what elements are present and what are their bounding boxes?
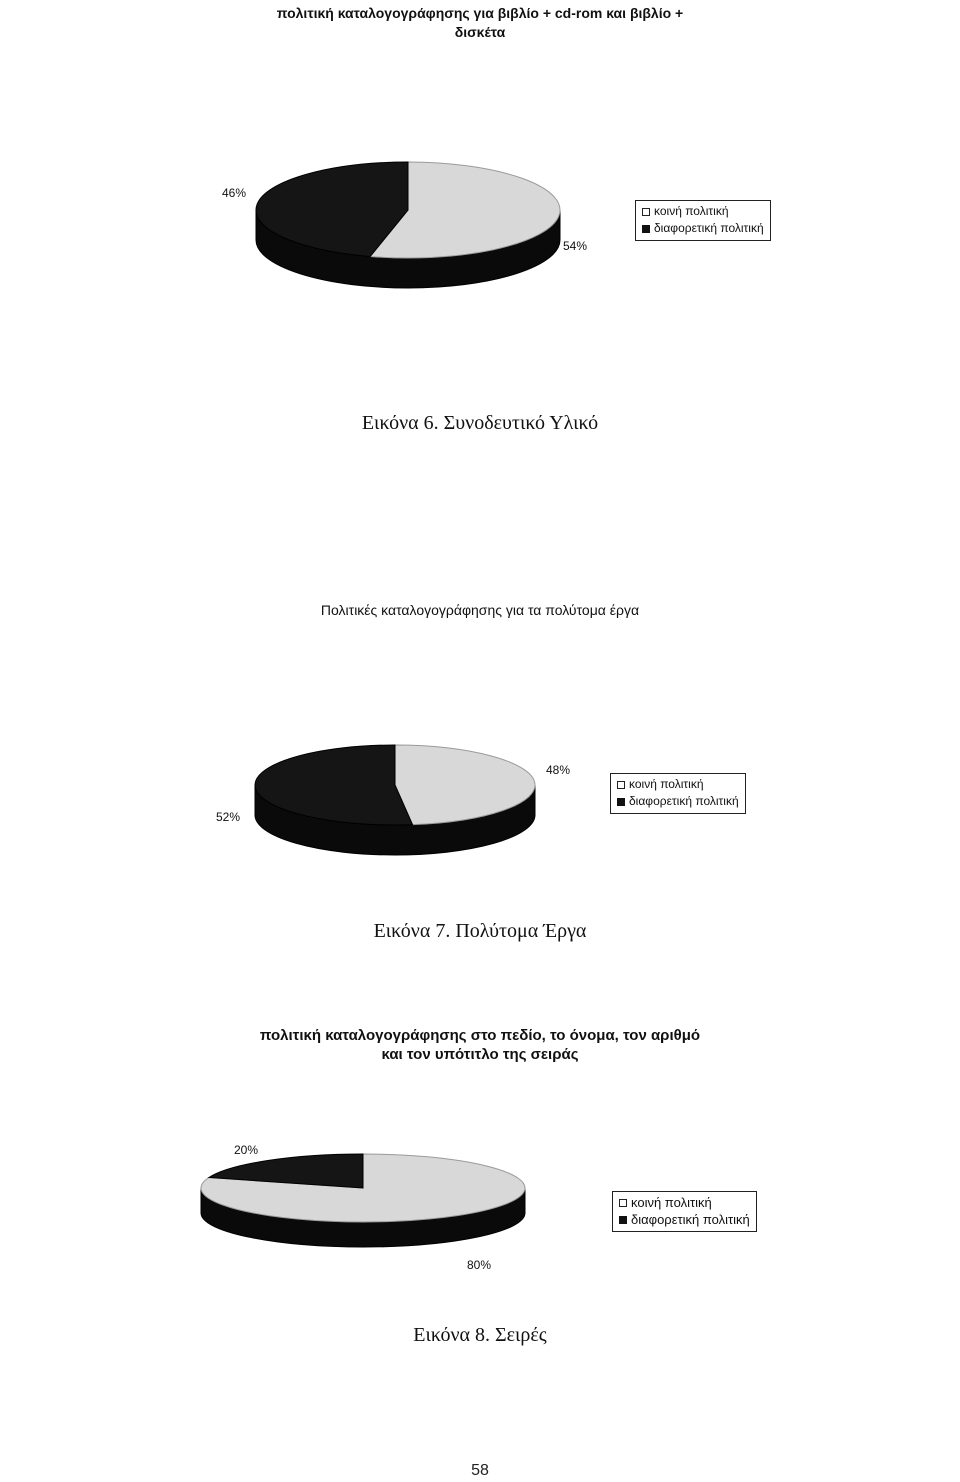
page-number: 58: [471, 1462, 489, 1479]
legend-swatch-common: [617, 781, 625, 789]
legend-swatch-diff: [617, 798, 625, 806]
chart-1-pie: [240, 150, 580, 290]
chart-3-legend-diff: [619, 1211, 750, 1228]
chart-2-legend-common: [617, 776, 739, 793]
chart-2-label-diff: 52%: [216, 810, 241, 824]
chart-3-legend: [612, 1191, 757, 1232]
legend-label-diff: διαφορετική πολιτική: [629, 794, 739, 808]
legend-label-diff: διαφορετική πολιτική: [654, 221, 764, 235]
chart-3-title-line-2: και τον υπότιτλο της σειράς: [381, 1046, 579, 1063]
chart-1-caption: Εικόνα 6. Συνοδευτικό Υλικό: [361, 412, 599, 434]
legend-label-common: κοινή πολιτική: [629, 777, 704, 791]
chart-2-legend: [610, 773, 746, 814]
legend-swatch-common: [642, 208, 650, 216]
chart-3-title-line-1: πολιτική καταλογογράφησης στο πεδίο, το όνομα, τον αριθμό: [259, 1027, 701, 1044]
chart-2-title-line-1: Πολιτικές καταλογογράφησης για τα πολύτομα έργα: [320, 602, 640, 618]
legend-label-common: κοινή πολιτική: [654, 204, 729, 218]
chart-2-legend-diff: [617, 793, 739, 810]
legend-label-diff: διαφορετική πολιτική: [631, 1212, 750, 1227]
chart-1-legend-common: [642, 203, 764, 220]
legend-swatch-common: [619, 1199, 627, 1207]
chart-2-caption: Εικόνα 7. Πολύτομα Έργα: [373, 920, 587, 942]
chart-1-label-common: 54%: [563, 239, 588, 253]
chart-3-label-common: 80%: [467, 1258, 492, 1272]
chart-1-label-diff: 46%: [222, 186, 247, 200]
chart-1-title-line-2: δισκέτα: [454, 24, 506, 40]
chart-3-legend-common: [619, 1194, 750, 1211]
legend-label-common: κοινή πολιτική: [631, 1195, 712, 1210]
legend-swatch-diff: [619, 1216, 627, 1224]
chart-2-label-common: 48%: [546, 763, 571, 777]
chart-1-title-line-1: πολιτική καταλογογράφησης για βιβλίο + cd-rom και βιβλίο +: [276, 5, 684, 21]
chart-3-pie: [195, 1148, 540, 1258]
chart-1-legend: [635, 200, 771, 241]
chart-1-title: [180, 4, 780, 42]
chart-1-legend-diff: [642, 220, 764, 237]
legend-swatch-diff: [642, 225, 650, 233]
chart-3-title: [130, 1026, 830, 1064]
chart-2-pie: [240, 735, 580, 865]
chart-2-title: [180, 601, 780, 620]
chart-3-caption: Εικόνα 8. Σειρές: [413, 1324, 547, 1346]
chart-3-label-diff: 20%: [234, 1143, 259, 1157]
